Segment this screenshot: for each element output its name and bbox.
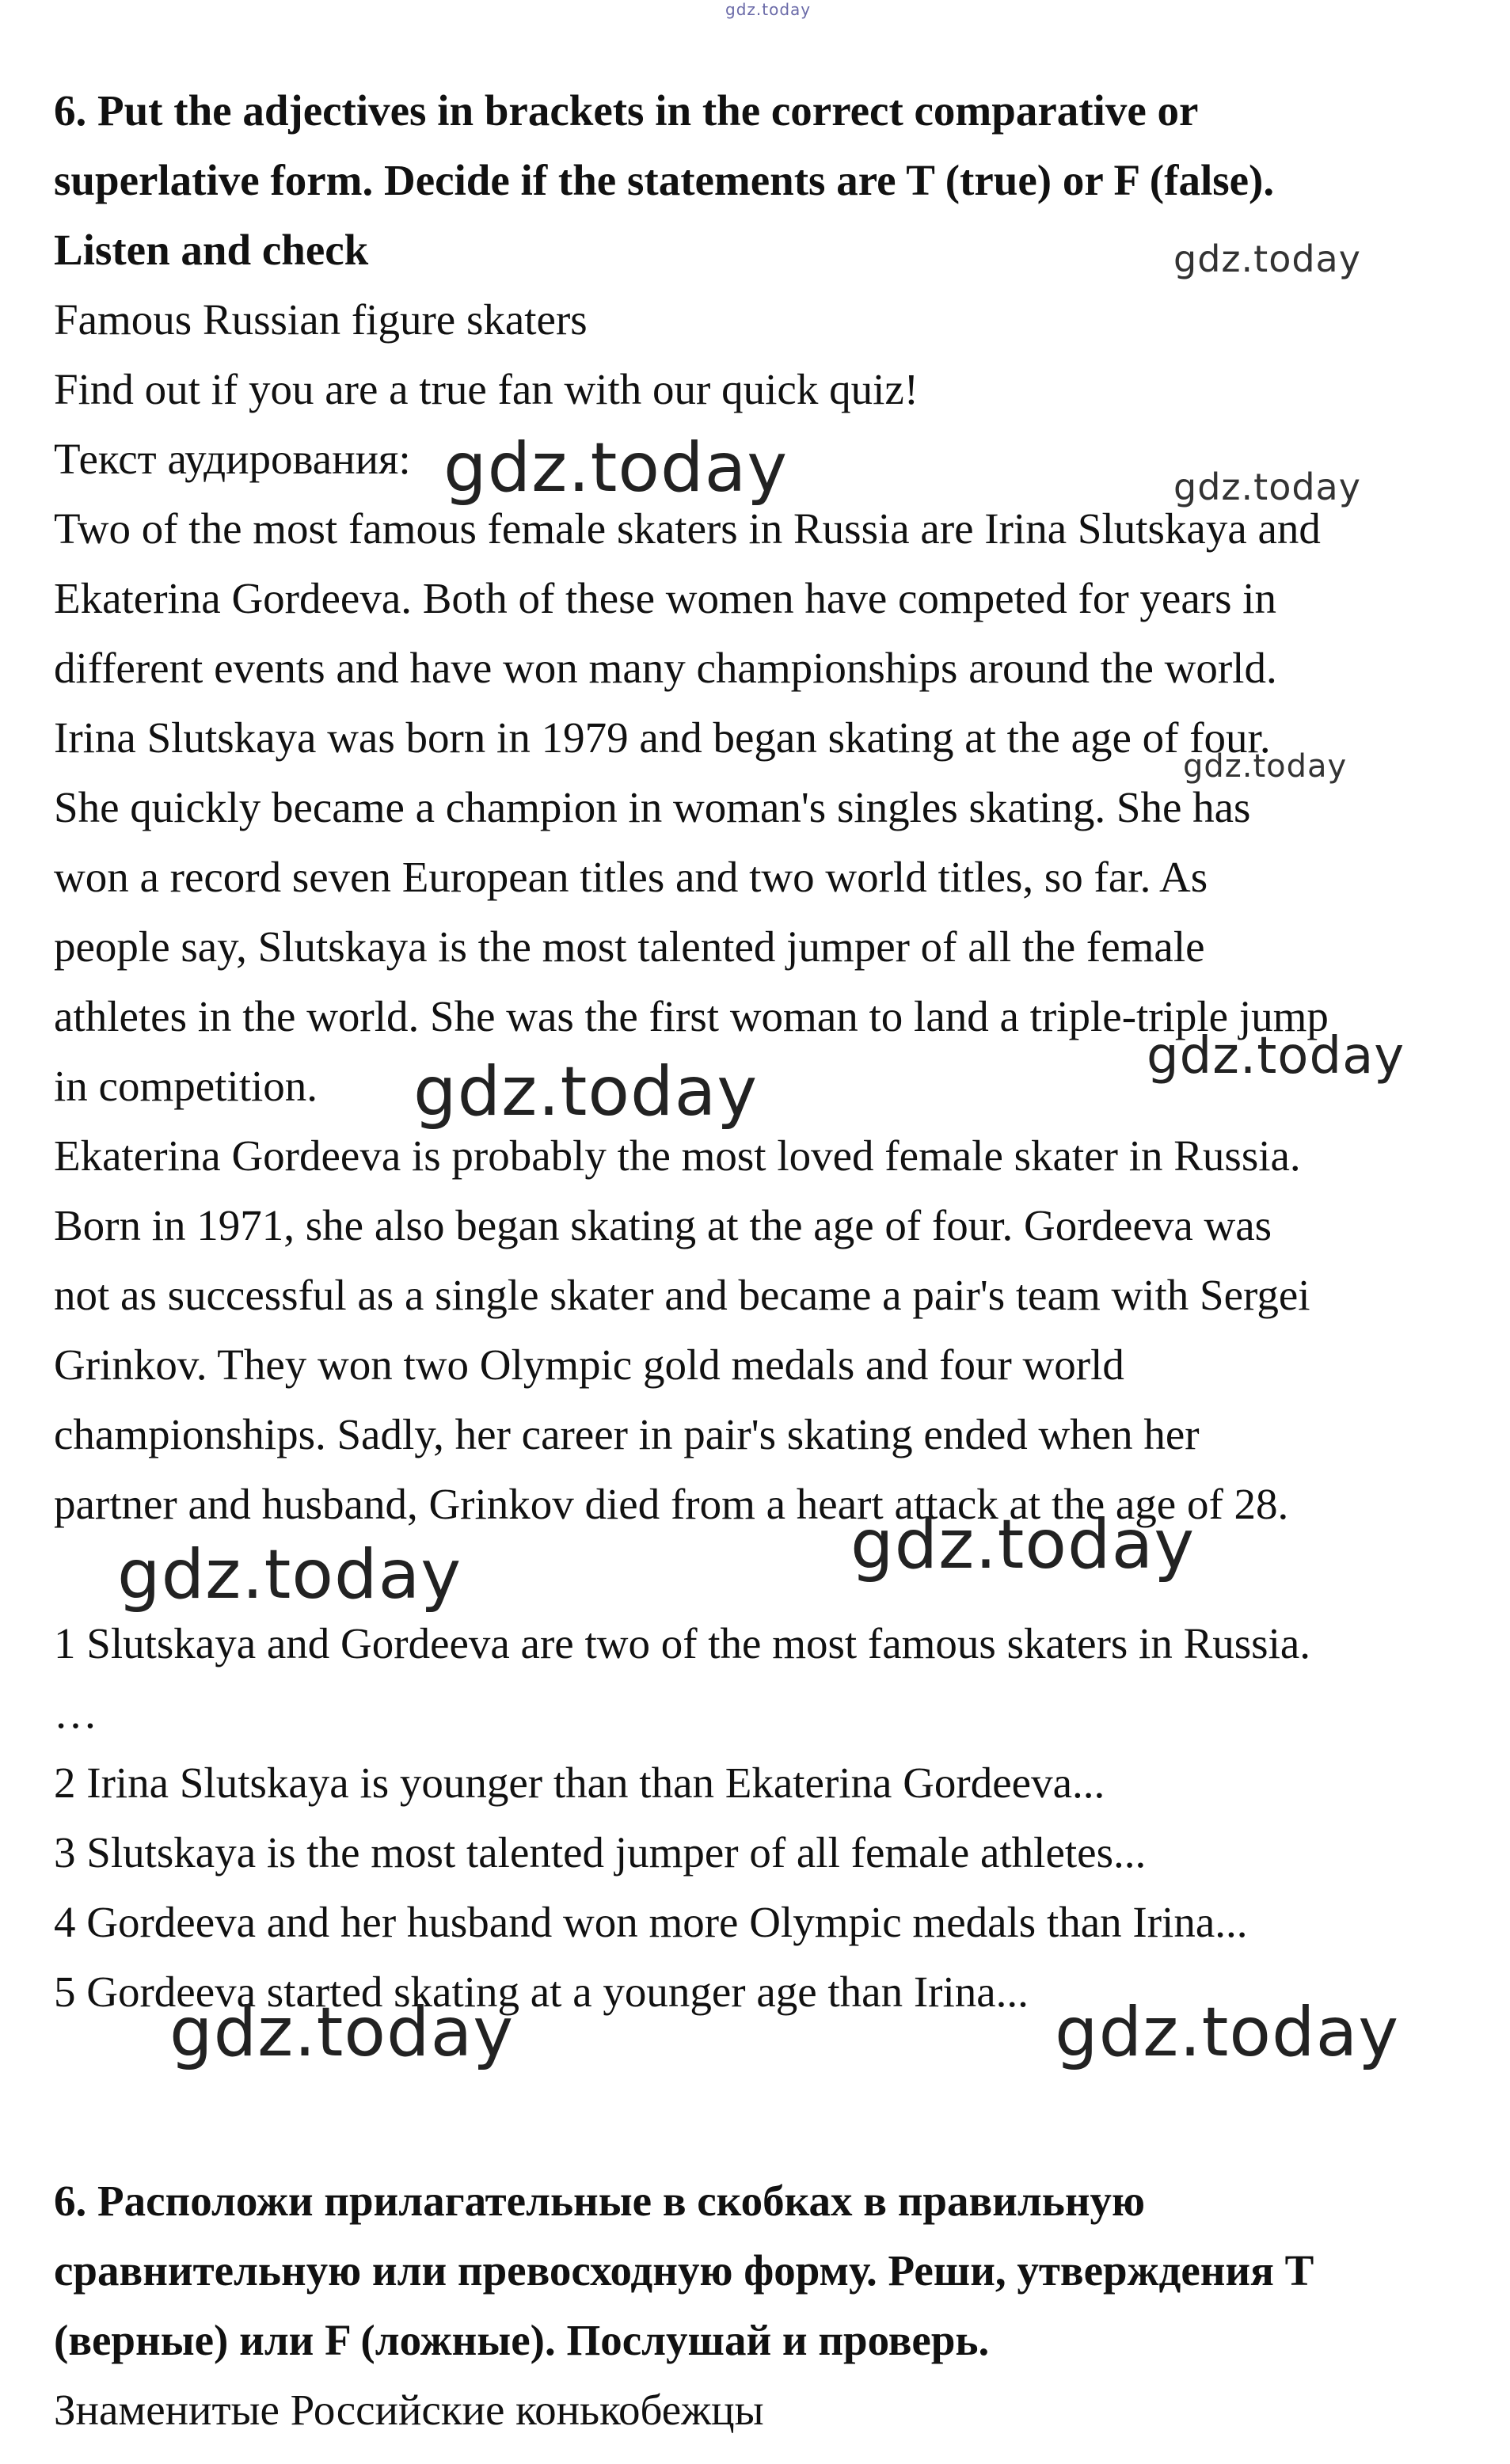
paragraph1-line: won a record seven European titles and two world titles, so far. As — [54, 853, 1208, 901]
paragraph1-line: in competition. — [54, 1062, 318, 1110]
statement-item: 2 Irina Slutskaya is younger than than Ekaterina Gordeeva... — [54, 1759, 1105, 1807]
paragraph2-line: partner and husband, Grinkov died from a heart attack at the age of 28. — [54, 1480, 1289, 1528]
watermark: gdz.today — [169, 1993, 515, 2072]
watermark: gdz.today — [413, 1052, 759, 1131]
exercise-heading-line-3: Listen and check — [54, 226, 369, 274]
paragraph1-line: people say, Slutskaya is the most talented jumper of all the female — [54, 922, 1205, 971]
russian-heading-line-3: (верные) или F (ложные). Послушай и проверь. — [54, 2316, 990, 2364]
exercise-heading-line-2: superlative form. Decide if the statements are T (true) or F (false). — [54, 156, 1275, 204]
russian-heading-line-2: сравнительную или превосходную форму. Реши, утверждения T — [54, 2246, 1314, 2295]
paragraph2-line: Born in 1971, she also began skating at the age of four. Gordeeva was — [54, 1201, 1272, 1249]
paragraph2-line: not as successful as a single skater and became a pair's team with Sergei — [54, 1271, 1310, 1319]
watermark: gdz.today — [1147, 1027, 1405, 1086]
article-subtitle: Find out if you are a true fan with our quick quiz! — [54, 365, 919, 413]
watermark: gdz.today — [1173, 466, 1361, 508]
statement-item: 5 Gordeeva started skating at a younger age than Irina... — [54, 1968, 1029, 2016]
paragraph1-line: She quickly became a champion in woman's singles skating. She has — [54, 783, 1251, 831]
paragraph1-line: athletes in the world. She was the first woman to land a triple-triple jump — [54, 992, 1329, 1040]
russian-heading-line-1: 6. Расположи прилагательные в скобках в правильную — [54, 2177, 1146, 2225]
watermark: gdz.today — [850, 1505, 1196, 1584]
article-title: Famous Russian figure skaters — [54, 295, 588, 344]
statement-ellipsis: … — [54, 1689, 97, 1737]
paragraph1-line: Irina Slutskaya was born in 1979 and began skating at the age of four. — [54, 713, 1271, 762]
paragraph1-line: Ekaterina Gordeeva. Both of these women have competed for years in — [54, 574, 1277, 622]
spacer — [54, 2097, 1463, 2166]
russian-title: Знаменитые Российские конькобежцы — [54, 2386, 764, 2434]
paragraph2-line: championships. Sadly, her career in pair's skating ended when her — [54, 1410, 1200, 1458]
statement-item: 4 Gordeeva and her husband won more Olympic medals than Irina... — [54, 1898, 1248, 1946]
watermark: gdz.today — [1055, 1993, 1400, 2072]
listening-label: Текст аудирования: — [54, 435, 411, 483]
watermark: gdz.today — [1183, 748, 1348, 785]
paragraph2-line: Ekaterina Gordeeva is probably the most loved female skater in Russia. — [54, 1131, 1301, 1180]
statement-item: 3 Slutskaya is the most talented jumper of all female athletes... — [54, 1828, 1147, 1877]
watermark: gdz.today — [117, 1535, 462, 1614]
paragraph1-line: Two of the most famous female skaters in Russia are Irina Slutskaya and — [54, 504, 1321, 553]
watermark: gdz.today — [443, 428, 789, 508]
statement-item: 1 Slutskaya and Gordeeva are two of the most famous skaters in Russia. — [54, 1619, 1311, 1667]
paragraph2-line: Grinkov. They won two Olympic gold medals and four world — [54, 1340, 1124, 1389]
paragraph1-line: different events and have won many championships around the world. — [54, 644, 1277, 692]
watermark: gdz.today — [1173, 238, 1361, 280]
watermark-top: gdz.today — [725, 0, 812, 19]
exercise-heading-line-1: 6. Put the adjectives in brackets in the correct comparative or — [54, 86, 1199, 135]
